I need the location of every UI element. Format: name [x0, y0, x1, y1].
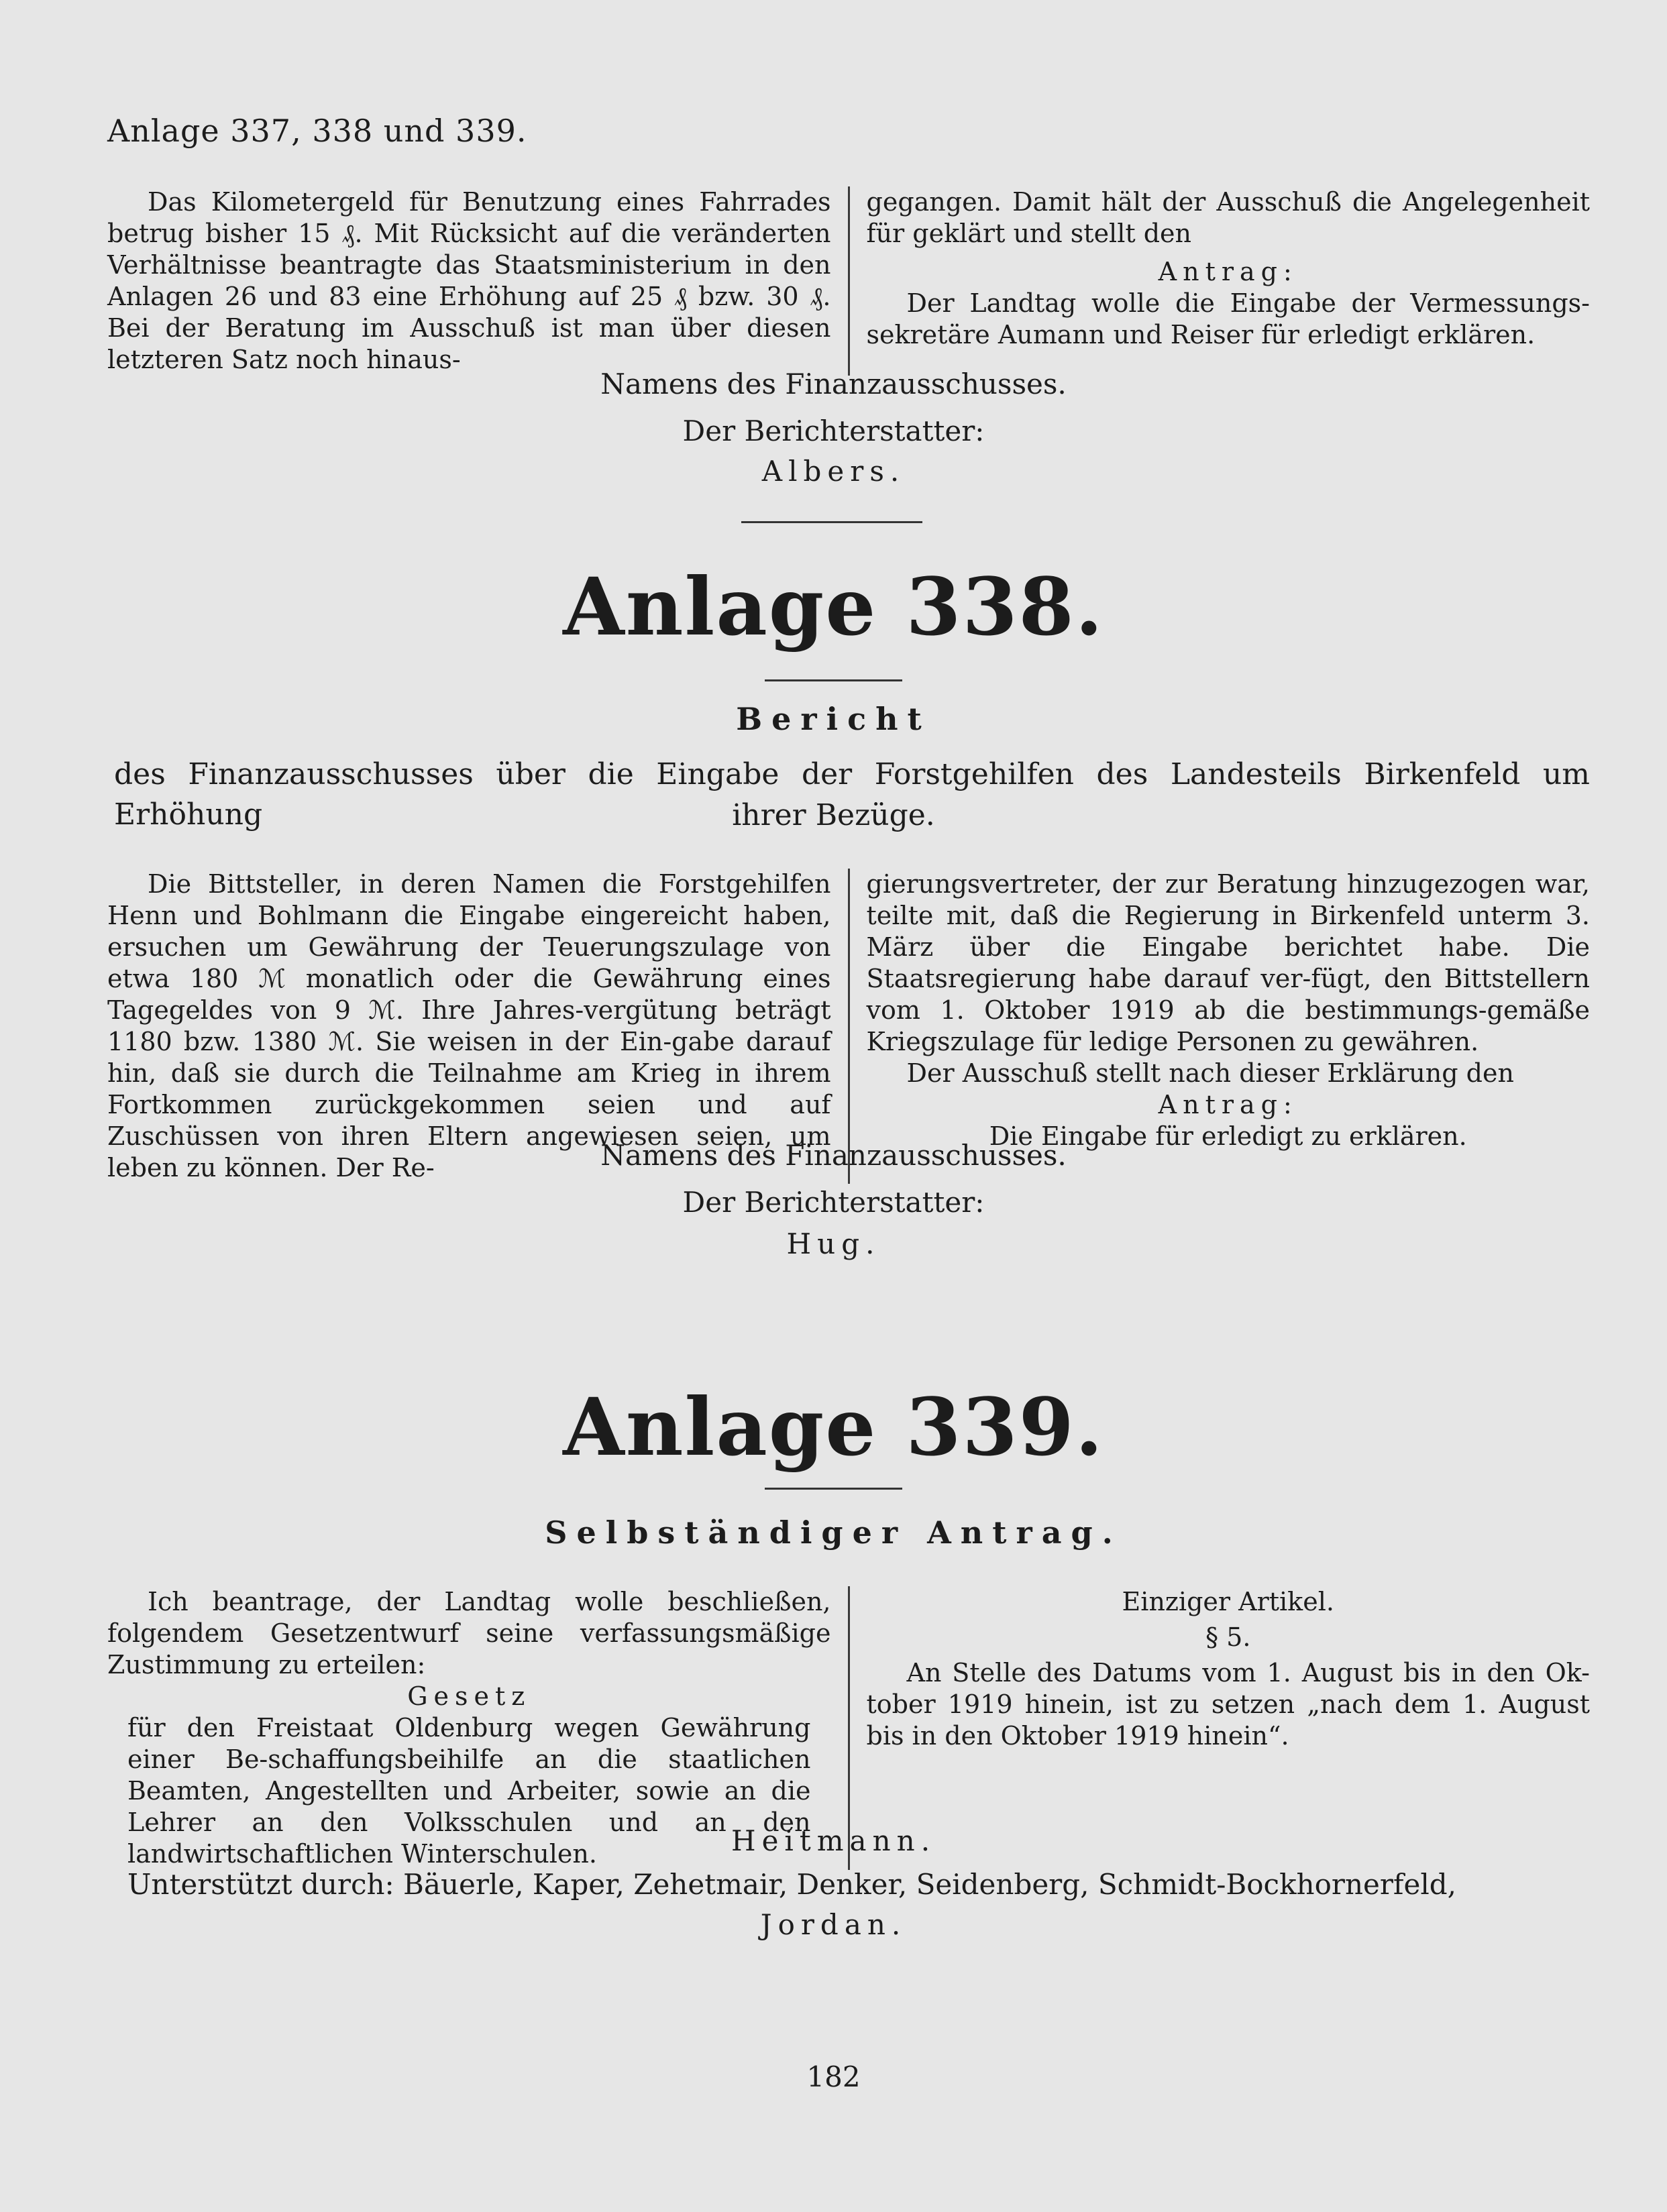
a337-left-column [107, 186, 848, 376]
a338-right-text2: Der Ausschuß stellt nach dieser Erklärung den [906, 1058, 1514, 1088]
a339-title: Anlage 339. [563, 1380, 1104, 1474]
a339-support-last: Jordan. [760, 1908, 907, 1941]
a337-berichterstatter: Albers. [761, 455, 906, 488]
running-head: Anlage 337, 338 und 339. [107, 113, 527, 149]
a338-right-column [850, 869, 1591, 1184]
a339-support-line: Unterstützt durch: Bäuerle, Kaper, Zehetmair, Denker, Seidenberg, Schmidt-Bockhornerfeld, [127, 1868, 1456, 1901]
a338-right-text: gierungsvertreter, der zur Beratung hinzugezogen war, teilte mit, daß die Regierung in Birkenfeld unterm 3. März über die Eingabe berichtet habe. Die Staatsregierung habe darauf ver-fügt, den Bittstellern vom 1. Oktober 1919 ab die bestimmungs-gemäße Kriegszulage für ledige Personen zu gewähren. [866, 869, 1590, 1056]
a337-antrag-text: Der Landtag wolle die Eingabe der Vermessungs-sekretäre Aumann und Reiser für erledigt erklären. [866, 288, 1590, 349]
a338-columns [107, 869, 1590, 1184]
a339-heading: Selbständiger Antrag. [545, 1514, 1122, 1551]
a338-heading: Bericht [736, 701, 931, 737]
a337-berichterstatter-label: Der Berichterstatter: [682, 414, 985, 447]
a339-gesetz-text: für den Freistaat Oldenburg wegen Gewährung einer Be-schaffungsbeihilfe an die staatlichen Beamten, Angestellten und Arbeiter, sowie an die Lehrer an den Volksschulen und an den landwirtschaftlichen Winterschulen. [127, 1713, 811, 1869]
a337-namens: Namens des Finanzausschusses. [600, 368, 1067, 400]
a339-paragraph-text: An Stelle des Datums vom 1. August bis in den Ok-tober 1919 hinein, ist zu setzen „nach dem 1. August bis in den Oktober 1919 hinein“. [866, 1658, 1590, 1751]
a339-right-heading: Einziger Artikel. [1122, 1587, 1334, 1616]
a337-right-column [850, 186, 1591, 376]
a337-right-text: gegangen. Damit hält der Ausschuß die Angelegenheit für geklärt und stellt den [866, 187, 1590, 248]
a338-berichterstatter: Hug. [786, 1227, 881, 1260]
a337-columns [107, 186, 1590, 376]
a337-antrag-label: Antrag: [1158, 257, 1298, 286]
a338-left-text: Die Bittsteller, in deren Namen die Forstgehilfen Henn und Bohlmann die Eingabe eingereicht haben, ersuchen um Gewährung der Teuerungszulage von etwa 180 ℳ monatlich oder die Gewährung eines Tagegeldes von 9 ℳ. Ihre Jahres-vergütung beträgt 1180 bzw. 1380 ℳ. Sie weisen in der Ein-gabe darauf hin, daß sie durch die Teilnahme am Krieg in ihrem Fortkommen zurückgekommen seien und auf Zuschüssen von ihren Eltern angewiesen seien, um leben zu können. Der Re- [107, 869, 831, 1182]
a339-paragraph-label: § 5. [1205, 1622, 1251, 1652]
a338-left-column [107, 869, 848, 1184]
a338-berichterstatter-label: Der Berichterstatter: [682, 1186, 985, 1219]
a338-description: des Finanzausschusses über die Eingabe der Forstgehilfen des Landesteils Birkenfeld um Erhöhung [114, 757, 1590, 832]
title-rule [765, 679, 902, 681]
a337-left-text: Das Kilometergeld für Benutzung eines Fahrrades betrug bisher 15 ₰. Mit Rücksicht auf die veränderten Verhältnisse beantragte das Staatsministerium in den Anlagen 26 und 83 eine Erhöhung auf 25 ₰ bzw. 30 ₰. Bei der Beratung im Ausschuß ist man über diesen letzteren Satz noch hinaus- [107, 187, 831, 374]
page-number: 182 [806, 2060, 861, 2093]
a338-antrag-label: Antrag: [1158, 1090, 1298, 1119]
a339-signer: Heitmann. [731, 1824, 936, 1857]
title-rule [765, 1488, 902, 1490]
a338-description-end: ihrer Bezüge. [732, 798, 935, 832]
separator-rule [741, 521, 922, 523]
a338-antrag-text: Die Eingabe für erledigt zu erklären. [989, 1121, 1467, 1151]
a339-left-intro: Ich beantrage, der Landtag wolle beschließen, folgendem Gesetzentwurf seine verfassungsmäßige Zustimmung zu erteilen: [107, 1587, 831, 1679]
a338-namens: Namens des Finanzausschusses. [600, 1139, 1067, 1172]
a339-gesetz-label: Gesetz [407, 1681, 531, 1711]
a338-title: Anlage 338. [563, 560, 1104, 653]
